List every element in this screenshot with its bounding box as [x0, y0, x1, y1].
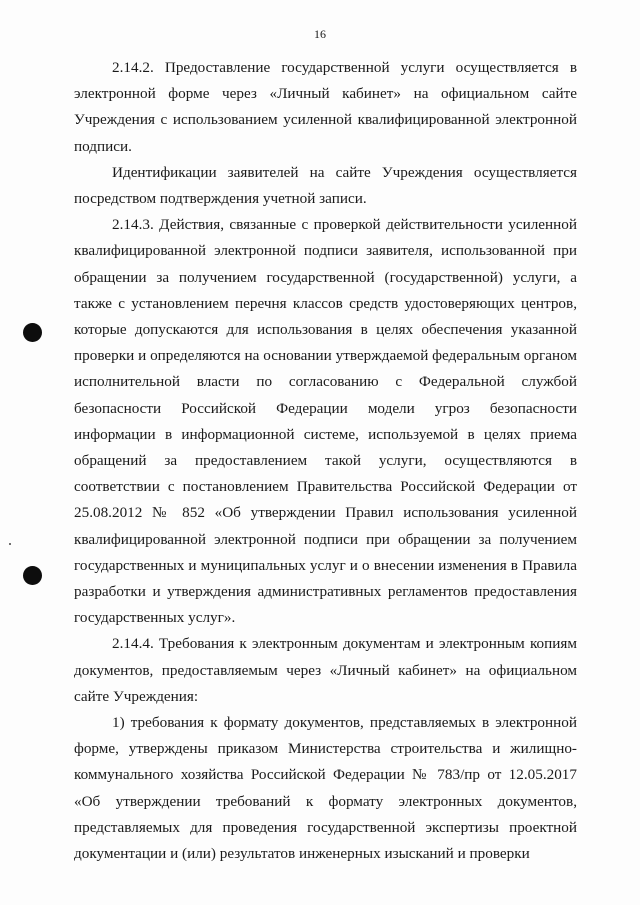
document-body: [74, 55, 577, 867]
paragraph-item-1: 1) требования к формату документов, представляемых в электронной форме, утверждены приказом Министерства строительства и жилищно-коммунального хозяйства Российской Федерации № 783/пр от 12.05.2017 «Об утверждении требований к формату электронных документов, представляемых для проведения государственной экспертизы проектной документации и (или) результатов инженерных изысканий и проверки: [74, 714, 577, 863]
paragraph-2-14-2: 2.14.2. Предоставление государственной услуги осуществляется в электронной форме через «Личный кабинет» на официальном сайте Учреждения с использованием усиленной квалифицированной электронной подписи.: [74, 59, 577, 155]
paragraph-2-14-3: 2.14.3. Действия, связанные с проверкой действительности усиленной квалифицированной электронной подписи заявителя, использованной при обращении за получением государственной (государственной) услуги, а также с установлением перечня классов средств удостоверяющих центров, которые допускаются для использования в целях обеспечения указанной проверки и определяются на основании утверждаемой федеральным органом исполнительной власти по согласованию с Федеральной службой безопасности Российской Федерации модели угроз безопасности информации в информационной системе, используемой в целях приема обращений за предоставлением такой услуги, осуществляются в соответствии с постановлением Правительства Российской Федерации от 25.08.2012 № 852 «Об утверждении Правил использования усиленной квалифицированной электронной подписи при обращении за получением государственных и муниципальных услуг и о внесении изменения в Правила разработки и утверждения административных регламентов предоставления государственных услуг».: [74, 216, 577, 627]
scan-speck: [9, 543, 11, 545]
page-number: 16: [314, 27, 326, 41]
punch-hole-mark: [23, 566, 42, 585]
punch-hole-mark: [23, 323, 42, 342]
paragraph-2-14-4: 2.14.4. Требования к электронным документам и электронным копиям документов, предоставляемым через «Личный кабинет» на официальном сайте Учреждения:: [74, 635, 577, 705]
paragraph-identification: Идентификации заявителей на сайте Учреждения осуществляется посредством подтверждения учетной записи.: [74, 163, 577, 208]
